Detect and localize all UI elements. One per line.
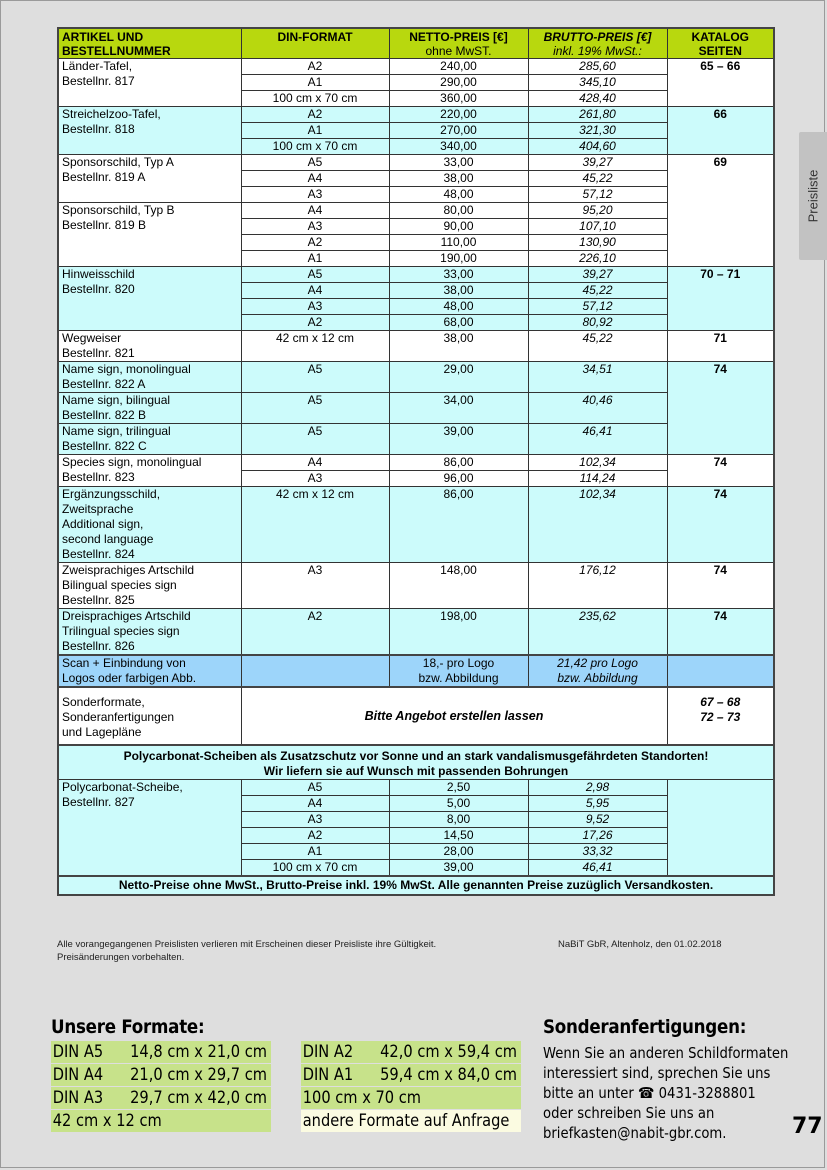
netto-cell: 14,50 <box>389 828 528 844</box>
netto-cell: 29,00 <box>389 362 528 393</box>
article-cell: Name sign, bilingual Bestellnr. 822 B <box>58 393 241 424</box>
netto-cell: 48,00 <box>389 299 528 315</box>
netto-cell: 86,00 <box>389 455 528 471</box>
side-tab-preisliste[interactable]: Preisliste <box>799 132 827 260</box>
netto-cell: 2,50 <box>389 780 528 796</box>
article-cell: Länder-Tafel, Bestellnr. 817 <box>58 59 241 107</box>
pages-cell: 70 – 71 <box>667 267 774 331</box>
format-item: DIN A1 59,4 cm x 84,0 cm <box>301 1064 521 1086</box>
format-cell: A4 <box>241 203 389 219</box>
brutto-cell: 33,32 <box>528 844 667 860</box>
table-header-row <box>58 28 774 59</box>
format-cell: 100 cm x 70 cm <box>241 91 389 107</box>
brutto-cell: 130,90 <box>528 235 667 251</box>
article-cell: Wegweiser Bestellnr. 821 <box>58 331 241 362</box>
price-table <box>57 27 775 896</box>
table-row <box>58 107 774 123</box>
netto-cell: 86,00 <box>389 487 528 563</box>
brutto-cell: 34,51 <box>528 362 667 393</box>
pages-cell: 74 <box>667 362 774 455</box>
page-number: 77 <box>792 1114 823 1139</box>
format-cell: A3 <box>241 219 389 235</box>
brutto-cell: 45,22 <box>528 331 667 362</box>
format-cell: A5 <box>241 424 389 455</box>
netto-cell: 38,00 <box>389 283 528 299</box>
brutto-cell: 321,30 <box>528 123 667 139</box>
format-cell: A1 <box>241 251 389 267</box>
brutto-cell: 46,41 <box>528 424 667 455</box>
brutto-cell: 345,10 <box>528 75 667 91</box>
table-row <box>58 331 774 362</box>
poly-banner-row <box>58 745 774 780</box>
table-row <box>58 362 774 393</box>
scan-article: Scan + Einbindung von Logos oder farbigen Abb. <box>58 655 241 687</box>
netto-cell: 38,00 <box>389 171 528 187</box>
pages-cell: 69 <box>667 155 774 267</box>
header-artikel: ARTIKEL UND BESTELLNUMMER <box>58 28 241 59</box>
pages-cell: 65 – 66 <box>667 59 774 107</box>
format-cell: A5 <box>241 267 389 283</box>
format-cell: 42 cm x 12 cm <box>241 487 389 563</box>
pages-cell: 66 <box>667 107 774 155</box>
article-cell: Hinweisschild Bestellnr. 820 <box>58 267 241 331</box>
scan-row <box>58 655 774 687</box>
format-cell: A4 <box>241 283 389 299</box>
brutto-cell: 46,41 <box>528 860 667 877</box>
brutto-cell: 45,22 <box>528 171 667 187</box>
netto-cell: 190,00 <box>389 251 528 267</box>
scan-brutto: 21,42 pro Logo bzw. Abbildung <box>528 655 667 687</box>
format-cell: A1 <box>241 75 389 91</box>
format-cell: A1 <box>241 123 389 139</box>
pages-cell: 74 <box>667 609 774 656</box>
sonder-pages: 67 – 68 72 – 73 <box>667 687 774 745</box>
brutto-cell: 107,10 <box>528 219 667 235</box>
table-row <box>58 393 774 424</box>
validity-note: Alle vorangegangenen Preislisten verlieren mit Erscheinen dieser Preisliste ihre Gültigkeit. Preisänderungen vorbehalten. <box>57 939 437 963</box>
brutto-cell: 235,62 <box>528 609 667 656</box>
header-brutto: BRUTTO-PREIS [€] inkl. 19% MwSt.: <box>528 28 667 59</box>
format-cell: A3 <box>241 471 389 487</box>
format-cell: A5 <box>241 780 389 796</box>
format-item: 42 cm x 12 cm <box>51 1110 271 1132</box>
brutto-cell: 17,26 <box>528 828 667 844</box>
article-cell: Dreisprachiges Artschild Trilingual species sign Bestellnr. 826 <box>58 609 241 656</box>
pages-cell: 74 <box>667 563 774 609</box>
format-cell: A3 <box>241 299 389 315</box>
netto-cell: 34,00 <box>389 393 528 424</box>
brutto-cell: 404,60 <box>528 139 667 155</box>
netto-cell: 240,00 <box>389 59 528 75</box>
header-din: DIN-FORMAT <box>241 28 389 59</box>
table-row <box>58 267 774 283</box>
brutto-cell: 176,12 <box>528 563 667 609</box>
netto-cell: 360,00 <box>389 91 528 107</box>
format-item: DIN A3 29,7 cm x 42,0 cm <box>51 1087 271 1109</box>
brutto-cell: 57,12 <box>528 187 667 203</box>
format-cell: A4 <box>241 171 389 187</box>
netto-cell: 148,00 <box>389 563 528 609</box>
format-cell: A2 <box>241 315 389 331</box>
brutto-cell: 95,20 <box>528 203 667 219</box>
pages-cell <box>667 780 774 877</box>
sonder-row <box>58 687 774 745</box>
brutto-cell: 428,40 <box>528 91 667 107</box>
article-cell: Sponsorschild, Typ A Bestellnr. 819 A <box>58 155 241 203</box>
header-netto: NETTO-PREIS [€] ohne MwST. <box>389 28 528 59</box>
format-cell: A3 <box>241 187 389 203</box>
format-item: DIN A2 42,0 cm x 59,4 cm <box>301 1041 521 1063</box>
netto-cell: 90,00 <box>389 219 528 235</box>
brutto-cell: 5,95 <box>528 796 667 812</box>
format-cell: A3 <box>241 563 389 609</box>
format-cell: 100 cm x 70 cm <box>241 139 389 155</box>
brutto-cell: 2,98 <box>528 780 667 796</box>
brutto-cell: 102,34 <box>528 455 667 471</box>
article-cell: Polycarbonat-Scheibe, Bestellnr. 827 <box>58 780 241 877</box>
format-cell: 42 cm x 12 cm <box>241 331 389 362</box>
brutto-cell: 80,92 <box>528 315 667 331</box>
format-item: DIN A5 14,8 cm x 21,0 cm <box>51 1041 271 1063</box>
table-row <box>58 609 774 656</box>
format-item: DIN A4 21,0 cm x 29,7 cm <box>51 1064 271 1086</box>
format-cell: A5 <box>241 362 389 393</box>
table-row <box>58 780 774 796</box>
brutto-cell: 285,60 <box>528 59 667 75</box>
netto-cell: 270,00 <box>389 123 528 139</box>
format-item: 100 cm x 70 cm <box>301 1087 521 1109</box>
article-cell: Streichelzoo-Tafel, Bestellnr. 818 <box>58 107 241 155</box>
netto-cell: 8,00 <box>389 812 528 828</box>
brutto-cell: 261,80 <box>528 107 667 123</box>
netto-cell: 48,00 <box>389 187 528 203</box>
pages-cell: 74 <box>667 487 774 563</box>
table-row <box>58 155 774 171</box>
netto-cell: 220,00 <box>389 107 528 123</box>
table-row <box>58 203 774 219</box>
sonder-title: Sonderanfertigungen: <box>543 1016 747 1038</box>
company-note: NaBiT GbR, Altenholz, den 01.02.2018 <box>558 939 722 950</box>
format-cell: A3 <box>241 812 389 828</box>
netto-cell: 340,00 <box>389 139 528 155</box>
netto-cell: 33,00 <box>389 267 528 283</box>
brutto-cell: 40,46 <box>528 393 667 424</box>
article-cell: Zweisprachiges Artschild Bilingual species sign Bestellnr. 825 <box>58 563 241 609</box>
table-row <box>58 487 774 563</box>
footer-row <box>58 876 774 895</box>
netto-cell: 38,00 <box>389 331 528 362</box>
netto-cell: 39,00 <box>389 424 528 455</box>
article-cell: Name sign, monolingual Bestellnr. 822 A <box>58 362 241 393</box>
netto-cell: 80,00 <box>389 203 528 219</box>
brutto-cell: 102,34 <box>528 487 667 563</box>
format-cell: A5 <box>241 155 389 171</box>
format-cell: A4 <box>241 796 389 812</box>
pages-cell: 74 <box>667 455 774 487</box>
brutto-cell: 57,12 <box>528 299 667 315</box>
sonder-offer: Bitte Angebot erstellen lassen <box>241 687 667 745</box>
article-cell: Species sign, monolingual Bestellnr. 823 <box>58 455 241 487</box>
brutto-cell: 9,52 <box>528 812 667 828</box>
brutto-cell: 39,27 <box>528 155 667 171</box>
format-cell: A2 <box>241 107 389 123</box>
table-row <box>58 563 774 609</box>
format-cell: 100 cm x 70 cm <box>241 860 389 877</box>
netto-cell: 96,00 <box>389 471 528 487</box>
pages-cell: 71 <box>667 331 774 362</box>
format-cell: A2 <box>241 828 389 844</box>
brutto-cell: 114,24 <box>528 471 667 487</box>
sonder-article: Sonderformate, Sonderanfertigungen und Lagepläne <box>58 687 241 745</box>
netto-cell: 28,00 <box>389 844 528 860</box>
article-cell: Sponsorschild, Typ B Bestellnr. 819 B <box>58 203 241 267</box>
table-row <box>58 455 774 471</box>
brutto-cell: 39,27 <box>528 267 667 283</box>
netto-cell: 33,00 <box>389 155 528 171</box>
netto-cell: 68,00 <box>389 315 528 331</box>
format-cell: A2 <box>241 609 389 656</box>
netto-cell: 290,00 <box>389 75 528 91</box>
netto-cell: 39,00 <box>389 860 528 877</box>
netto-cell: 5,00 <box>389 796 528 812</box>
poly-banner: Polycarbonat-Scheiben als Zusatzschutz vor Sonne und an stark vandalismusgefährdeten Standorten! Wir liefern sie auf Wunsch mit passenden Bohrungen <box>58 745 774 780</box>
table-row <box>58 424 774 455</box>
sonder-text: Wenn Sie an anderen Schildformaten interessiert sind, sprechen Sie uns bitte an unter ☎ 0431-3288801 oder schreiben Sie uns an briefkasten@nabit-gbr.com. <box>543 1044 789 1142</box>
header-katalog: KATALOG SEITEN <box>667 28 774 59</box>
brutto-cell: 226,10 <box>528 251 667 267</box>
netto-cell: 110,00 <box>389 235 528 251</box>
table-row <box>58 59 774 75</box>
formats-title: Unsere Formate: <box>51 1016 205 1038</box>
format-cell: A2 <box>241 235 389 251</box>
format-cell: A4 <box>241 455 389 471</box>
scan-netto: 18,- pro Logo bzw. Abbildung <box>389 655 528 687</box>
format-item-other: andere Formate auf Anfrage <box>301 1110 521 1132</box>
article-cell: Ergänzungsschild, Zweitsprache Additional sign, second language Bestellnr. 824 <box>58 487 241 563</box>
netto-cell: 198,00 <box>389 609 528 656</box>
scan-format <box>241 655 389 687</box>
footer-text: Netto-Preise ohne MwSt., Brutto-Preise inkl. 19% MwSt. Alle genannten Preise zuzüglich Versandkosten. <box>58 876 774 895</box>
format-cell: A2 <box>241 59 389 75</box>
article-cell: Name sign, trilingual Bestellnr. 822 C <box>58 424 241 455</box>
scan-pages <box>667 655 774 687</box>
format-cell: A1 <box>241 844 389 860</box>
brutto-cell: 45,22 <box>528 283 667 299</box>
format-cell: A5 <box>241 393 389 424</box>
